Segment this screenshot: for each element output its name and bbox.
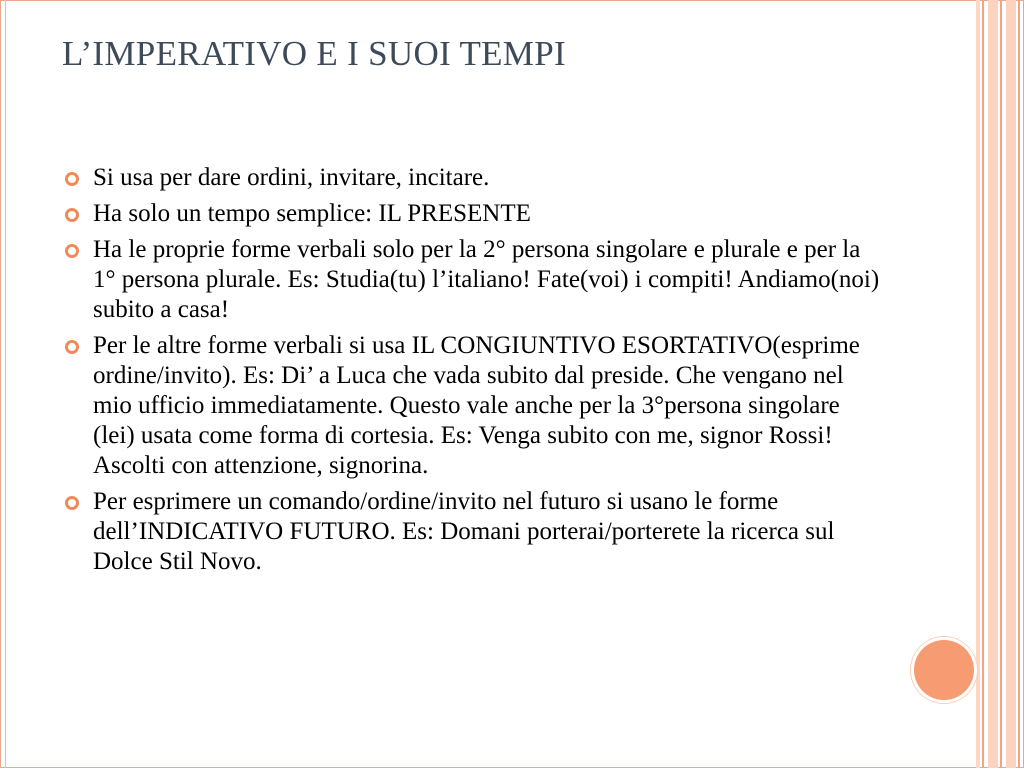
stripe bbox=[988, 0, 998, 768]
bullet-text: Per esprimere un comando/ordine/invito nel futuro si usano le forme dell’INDICATIVO FUTURO. Es: Domani porterai/porterete la ricerca sul Dolce Stil Novo. bbox=[93, 488, 835, 575]
bullet-list bbox=[64, 163, 884, 583]
circle-bullet-icon bbox=[65, 208, 79, 222]
circle-bullet-icon bbox=[65, 340, 79, 354]
list-item bbox=[64, 235, 884, 325]
bullet-text: Ha le proprie forme verbali solo per la 2° persona singolare e plurale e per la 1° persona plurale. Es: Studia(tu) l’italiano! Fate(voi) i compiti! Andiamo(noi) subito a casa! bbox=[93, 236, 880, 323]
stripe bbox=[976, 0, 980, 768]
stripe bbox=[982, 0, 984, 768]
circle-bullet-icon bbox=[65, 496, 79, 510]
stripe bbox=[1006, 0, 1016, 768]
bullet-text: Si usa per dare ordini, invitare, incitare. bbox=[93, 164, 490, 191]
circle-bullet-icon bbox=[65, 172, 79, 186]
left-border-line bbox=[5, 0, 6, 768]
decorative-stripes bbox=[976, 0, 1024, 768]
list-item bbox=[64, 199, 884, 229]
list-item bbox=[64, 331, 884, 481]
list-item bbox=[64, 487, 884, 577]
bullet-text: Per le altre forme verbali si usa IL CONGIUNTIVO ESORTATIVO(esprime ordine/invito). Es: Di’ a Luca che vada subito dal preside. Che vengano nel mio ufficio immediatamente. Questo vale anche per la 3°persona singolare (lei) usata come forma di cortesia. Es: Venga subito con me, signor Rossi! Ascolti con attenzione, signorina. bbox=[93, 332, 860, 479]
stripe bbox=[1018, 0, 1020, 768]
stripe bbox=[1000, 0, 1002, 768]
decorative-circle-icon bbox=[914, 640, 974, 700]
slide-title: L’IMPERATIVO E I SUOI TEMPI bbox=[62, 34, 566, 73]
bullet-text: Ha solo un tempo semplice: IL PRESENTE bbox=[93, 200, 531, 227]
list-item bbox=[64, 163, 884, 193]
circle-bullet-icon bbox=[65, 244, 79, 258]
